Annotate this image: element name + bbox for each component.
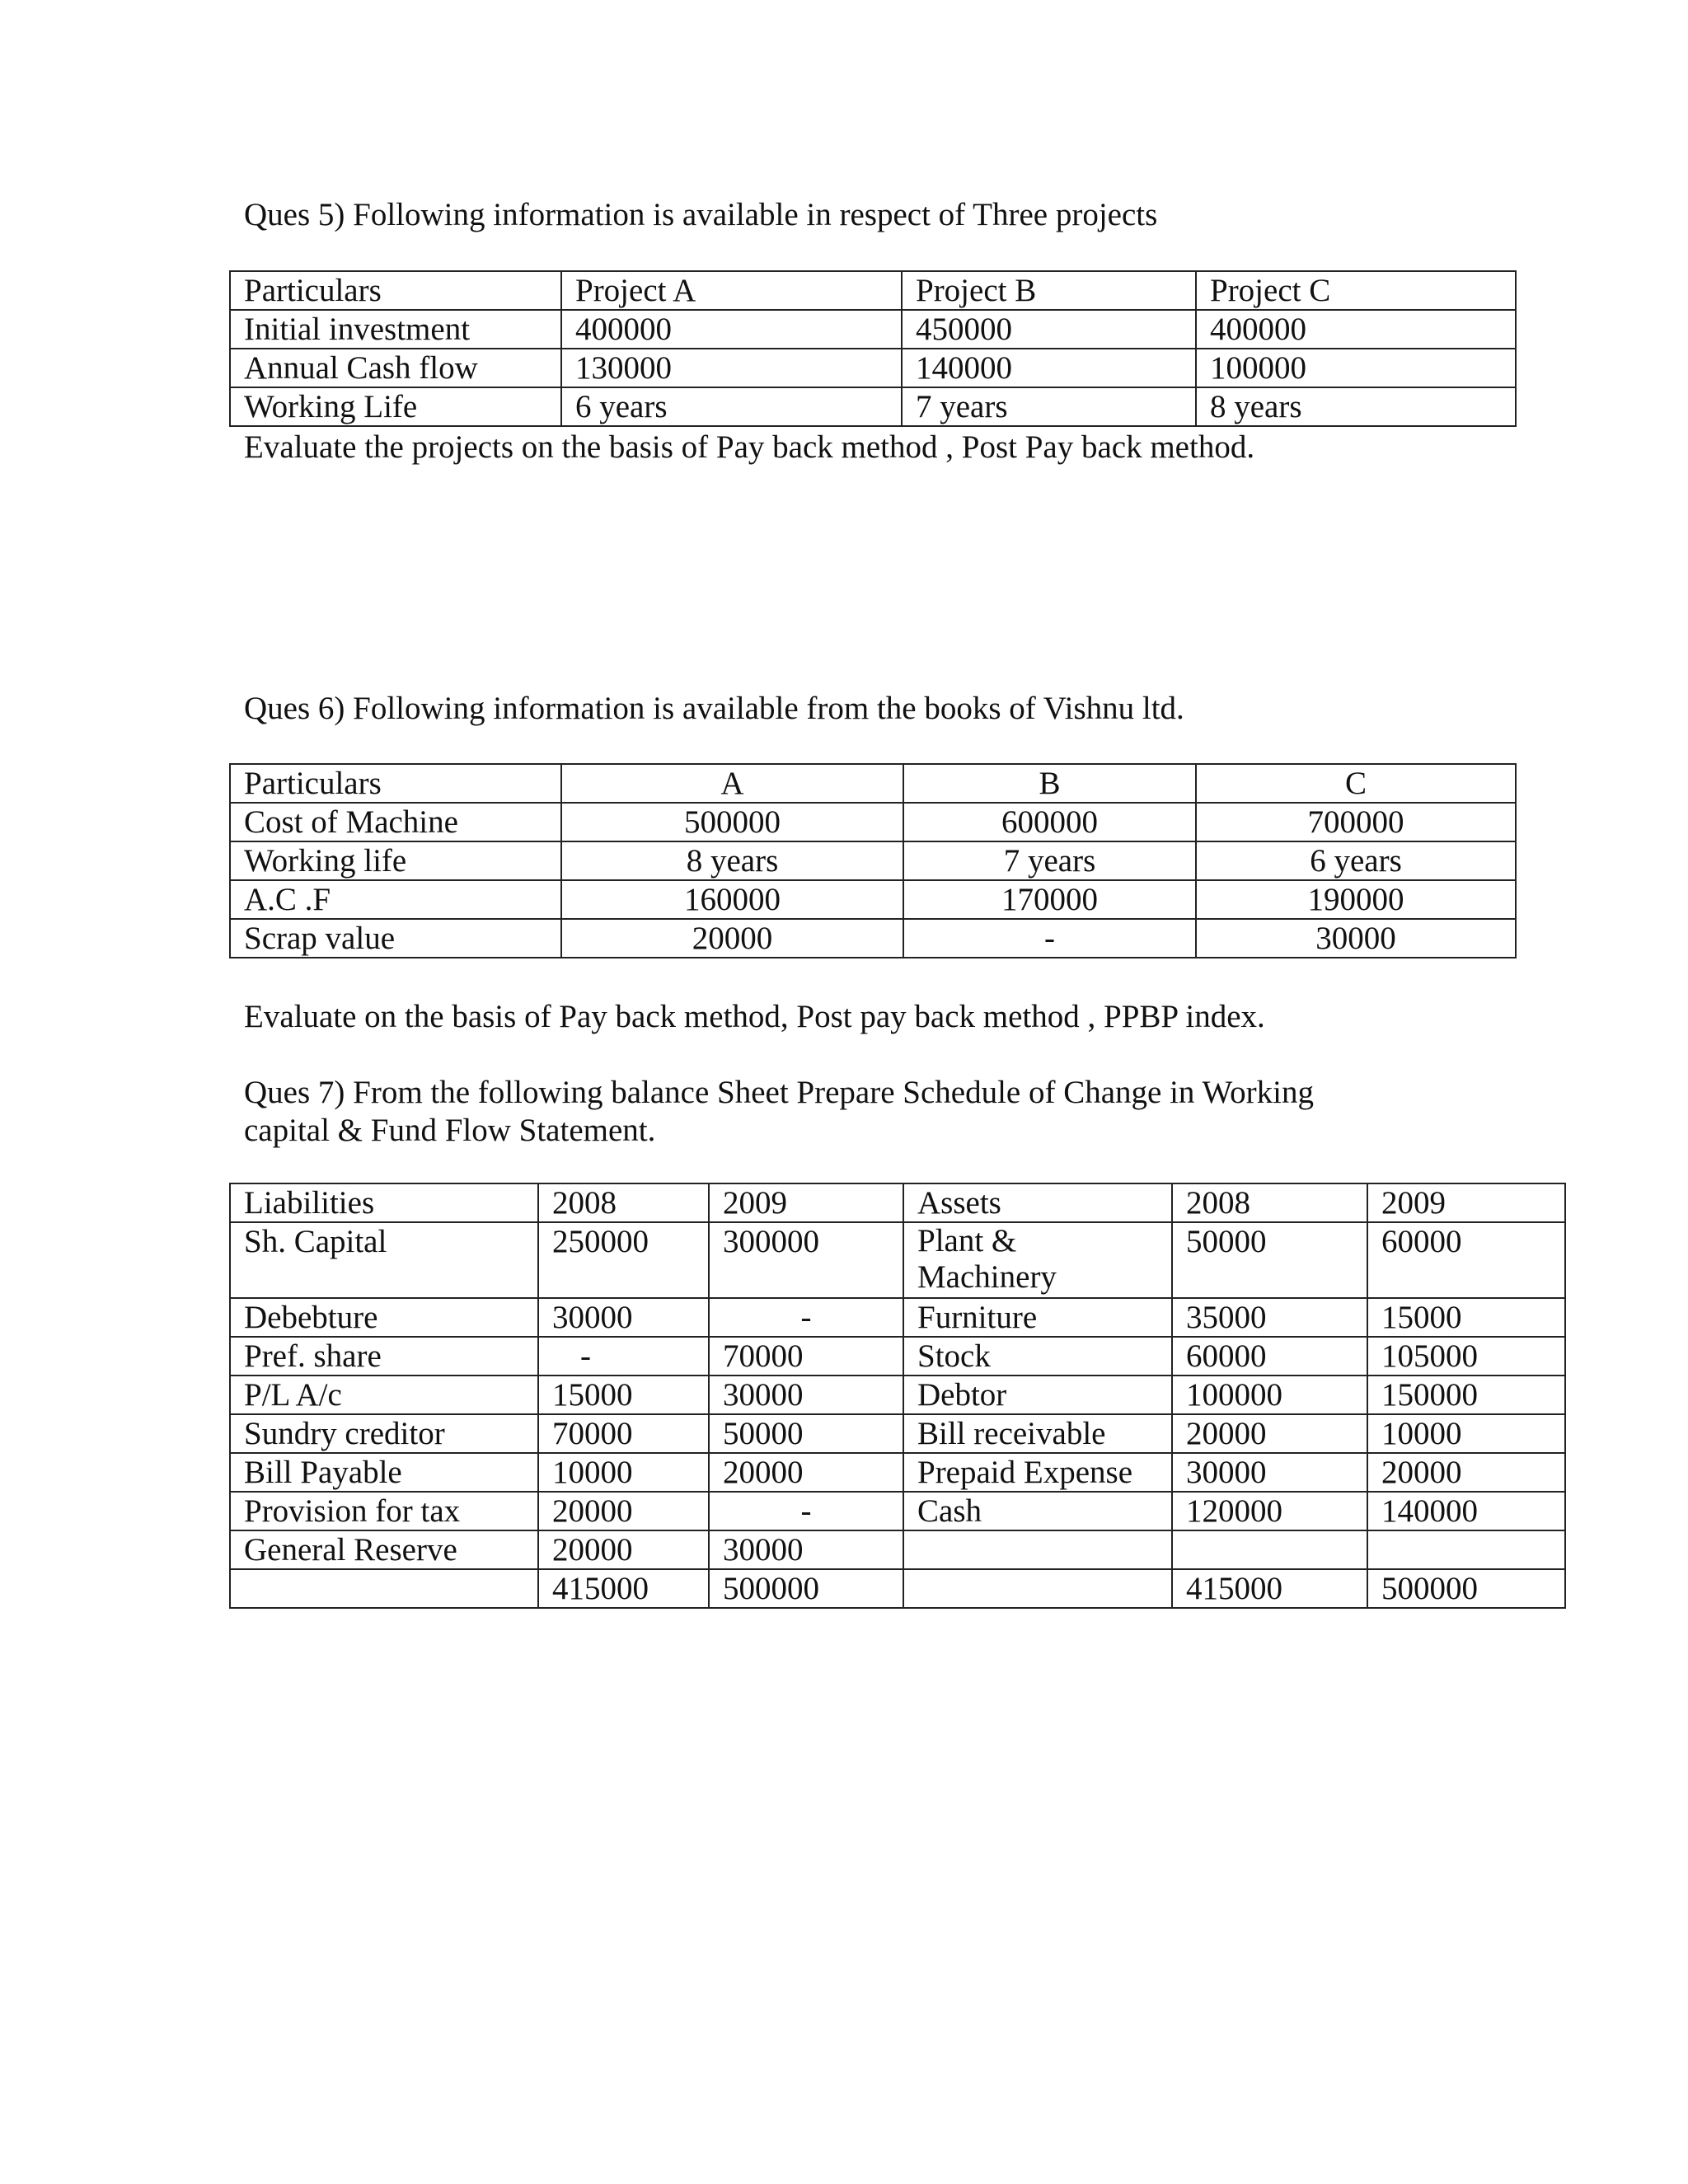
table-cell: 10000 bbox=[538, 1453, 709, 1492]
table-cell: Stock bbox=[903, 1337, 1172, 1376]
header-cell: 2009 bbox=[709, 1183, 903, 1222]
table-row bbox=[230, 1337, 1565, 1376]
table-cell: 140000 bbox=[1367, 1492, 1565, 1530]
table-cell: 60000 bbox=[1367, 1222, 1565, 1298]
table-cell: - bbox=[538, 1337, 709, 1376]
q7-title-line1: Ques 7) From the following balance Sheet Prepare Schedule of Change in Working bbox=[244, 1075, 1314, 1110]
table-cell bbox=[1367, 1530, 1565, 1569]
table-cell: 70000 bbox=[538, 1414, 709, 1453]
q6-title: Ques 6) Following information is available from the books of Vishnu ltd. bbox=[244, 691, 1184, 726]
table-cell: 100000 bbox=[1196, 349, 1516, 387]
table-cell: Sh. Capital bbox=[230, 1222, 538, 1298]
table-cell: 8 years bbox=[561, 841, 903, 880]
table-cell: Debtor bbox=[903, 1376, 1172, 1414]
table-cell: Prepaid Expense bbox=[903, 1453, 1172, 1492]
header-cell: Liabilities bbox=[230, 1183, 538, 1222]
table-cell: 30000 bbox=[709, 1530, 903, 1569]
header-cell: 2008 bbox=[538, 1183, 709, 1222]
table-row bbox=[230, 349, 1516, 387]
table-cell: 500000 bbox=[1367, 1569, 1565, 1608]
table-cell: Bill Payable bbox=[230, 1453, 538, 1492]
table-row bbox=[230, 1530, 1565, 1569]
table-cell: 30000 bbox=[1172, 1453, 1367, 1492]
header-cell: Project A bbox=[561, 271, 902, 310]
table-cell: 20000 bbox=[561, 919, 903, 958]
q5-title: Ques 5) Following information is available in respect of Three projects bbox=[244, 197, 1158, 232]
table-cell: 20000 bbox=[1367, 1453, 1565, 1492]
table-cell: P/L A/c bbox=[230, 1376, 538, 1414]
table-cell: Plant & Machinery bbox=[903, 1222, 1172, 1298]
table-cell: 170000 bbox=[903, 880, 1196, 919]
table-header-row bbox=[230, 764, 1516, 803]
table-cell: Pref. share bbox=[230, 1337, 538, 1376]
table-cell: Cost of Machine bbox=[230, 803, 561, 841]
table-cell: 500000 bbox=[709, 1569, 903, 1608]
table-cell: 15000 bbox=[1367, 1298, 1565, 1337]
table-cell: Cash bbox=[903, 1492, 1172, 1530]
table-cell: 8 years bbox=[1196, 387, 1516, 426]
table-row bbox=[230, 880, 1516, 919]
table-cell: 500000 bbox=[561, 803, 903, 841]
table-cell: 30000 bbox=[1196, 919, 1516, 958]
header-cell: 2008 bbox=[1172, 1183, 1367, 1222]
table-row bbox=[230, 1453, 1565, 1492]
table-cell: Provision for tax bbox=[230, 1492, 538, 1530]
table-cell: 190000 bbox=[1196, 880, 1516, 919]
table-row bbox=[230, 1376, 1565, 1414]
table-header-row bbox=[230, 271, 1516, 310]
table-cell: 160000 bbox=[561, 880, 903, 919]
table-cell: 30000 bbox=[709, 1376, 903, 1414]
header-cell: 2009 bbox=[1367, 1183, 1565, 1222]
table-cell: Debebture bbox=[230, 1298, 538, 1337]
table-cell: Furniture bbox=[903, 1298, 1172, 1337]
q5-table bbox=[229, 270, 1517, 427]
header-cell: Project B bbox=[902, 271, 1196, 310]
table-header-row bbox=[230, 1183, 1565, 1222]
table-cell: 415000 bbox=[1172, 1569, 1367, 1608]
table-row bbox=[230, 803, 1516, 841]
table-cell: 6 years bbox=[1196, 841, 1516, 880]
table-row bbox=[230, 1298, 1565, 1337]
table-cell: 50000 bbox=[1172, 1222, 1367, 1298]
table-cell: 7 years bbox=[902, 387, 1196, 426]
table-cell bbox=[230, 1569, 538, 1608]
table-row bbox=[230, 1492, 1565, 1530]
header-cell: Particulars bbox=[230, 764, 561, 803]
table-cell: Annual Cash flow bbox=[230, 349, 561, 387]
header-cell: C bbox=[1196, 764, 1516, 803]
table-row bbox=[230, 1414, 1565, 1453]
q6-table bbox=[229, 763, 1517, 958]
table-cell: Working life bbox=[230, 841, 561, 880]
table-cell: 250000 bbox=[538, 1222, 709, 1298]
table-cell: 50000 bbox=[709, 1414, 903, 1453]
table-cell: - bbox=[709, 1492, 903, 1530]
table-cell: 70000 bbox=[709, 1337, 903, 1376]
table-row bbox=[230, 841, 1516, 880]
table-cell bbox=[903, 1530, 1172, 1569]
table-cell: 300000 bbox=[709, 1222, 903, 1298]
table-cell: 415000 bbox=[538, 1569, 709, 1608]
header-cell: B bbox=[903, 764, 1196, 803]
table-cell: 20000 bbox=[1172, 1414, 1367, 1453]
table-cell: 120000 bbox=[1172, 1492, 1367, 1530]
table-cell: 10000 bbox=[1367, 1414, 1565, 1453]
table-cell: Scrap value bbox=[230, 919, 561, 958]
table-cell: 450000 bbox=[902, 310, 1196, 349]
table-cell bbox=[903, 1569, 1172, 1608]
table-cell: - bbox=[903, 919, 1196, 958]
table-cell: General Reserve bbox=[230, 1530, 538, 1569]
table-cell: - bbox=[709, 1298, 903, 1337]
table-cell: Working Life bbox=[230, 387, 561, 426]
q6-instruction: Evaluate on the basis of Pay back method, Post pay back method , PPBP index. bbox=[244, 999, 1265, 1034]
table-cell: 20000 bbox=[538, 1492, 709, 1530]
table-total-row bbox=[230, 1569, 1565, 1608]
table-cell: 20000 bbox=[538, 1530, 709, 1569]
q7-balance-sheet bbox=[229, 1183, 1566, 1609]
header-cell: Assets bbox=[903, 1183, 1172, 1222]
table-row bbox=[230, 310, 1516, 349]
table-cell: Bill receivable bbox=[903, 1414, 1172, 1453]
header-cell: A bbox=[561, 764, 903, 803]
table-cell: Initial investment bbox=[230, 310, 561, 349]
table-cell: 105000 bbox=[1367, 1337, 1565, 1376]
table-cell: 140000 bbox=[902, 349, 1196, 387]
table-cell: A.C .F bbox=[230, 880, 561, 919]
table-cell: 6 years bbox=[561, 387, 902, 426]
table-cell bbox=[1172, 1530, 1367, 1569]
table-cell: 150000 bbox=[1367, 1376, 1565, 1414]
table-cell: 60000 bbox=[1172, 1337, 1367, 1376]
header-cell: Project C bbox=[1196, 271, 1516, 310]
table-cell: 600000 bbox=[903, 803, 1196, 841]
table-cell: 400000 bbox=[561, 310, 902, 349]
table-cell: 100000 bbox=[1172, 1376, 1367, 1414]
table-row bbox=[230, 919, 1516, 958]
table-cell: 7 years bbox=[903, 841, 1196, 880]
q7-title-line2: capital & Fund Flow Statement. bbox=[244, 1113, 656, 1148]
table-row bbox=[230, 1222, 1565, 1298]
table-cell: 130000 bbox=[561, 349, 902, 387]
table-cell: 20000 bbox=[709, 1453, 903, 1492]
table-cell: 400000 bbox=[1196, 310, 1516, 349]
table-cell: 35000 bbox=[1172, 1298, 1367, 1337]
table-row bbox=[230, 387, 1516, 426]
header-cell: Particulars bbox=[230, 271, 561, 310]
table-cell: Sundry creditor bbox=[230, 1414, 538, 1453]
q5-instruction: Evaluate the projects on the basis of Pay back method , Post Pay back method. bbox=[244, 429, 1255, 465]
table-cell: 700000 bbox=[1196, 803, 1516, 841]
table-cell: 30000 bbox=[538, 1298, 709, 1337]
table-cell: 15000 bbox=[538, 1376, 709, 1414]
